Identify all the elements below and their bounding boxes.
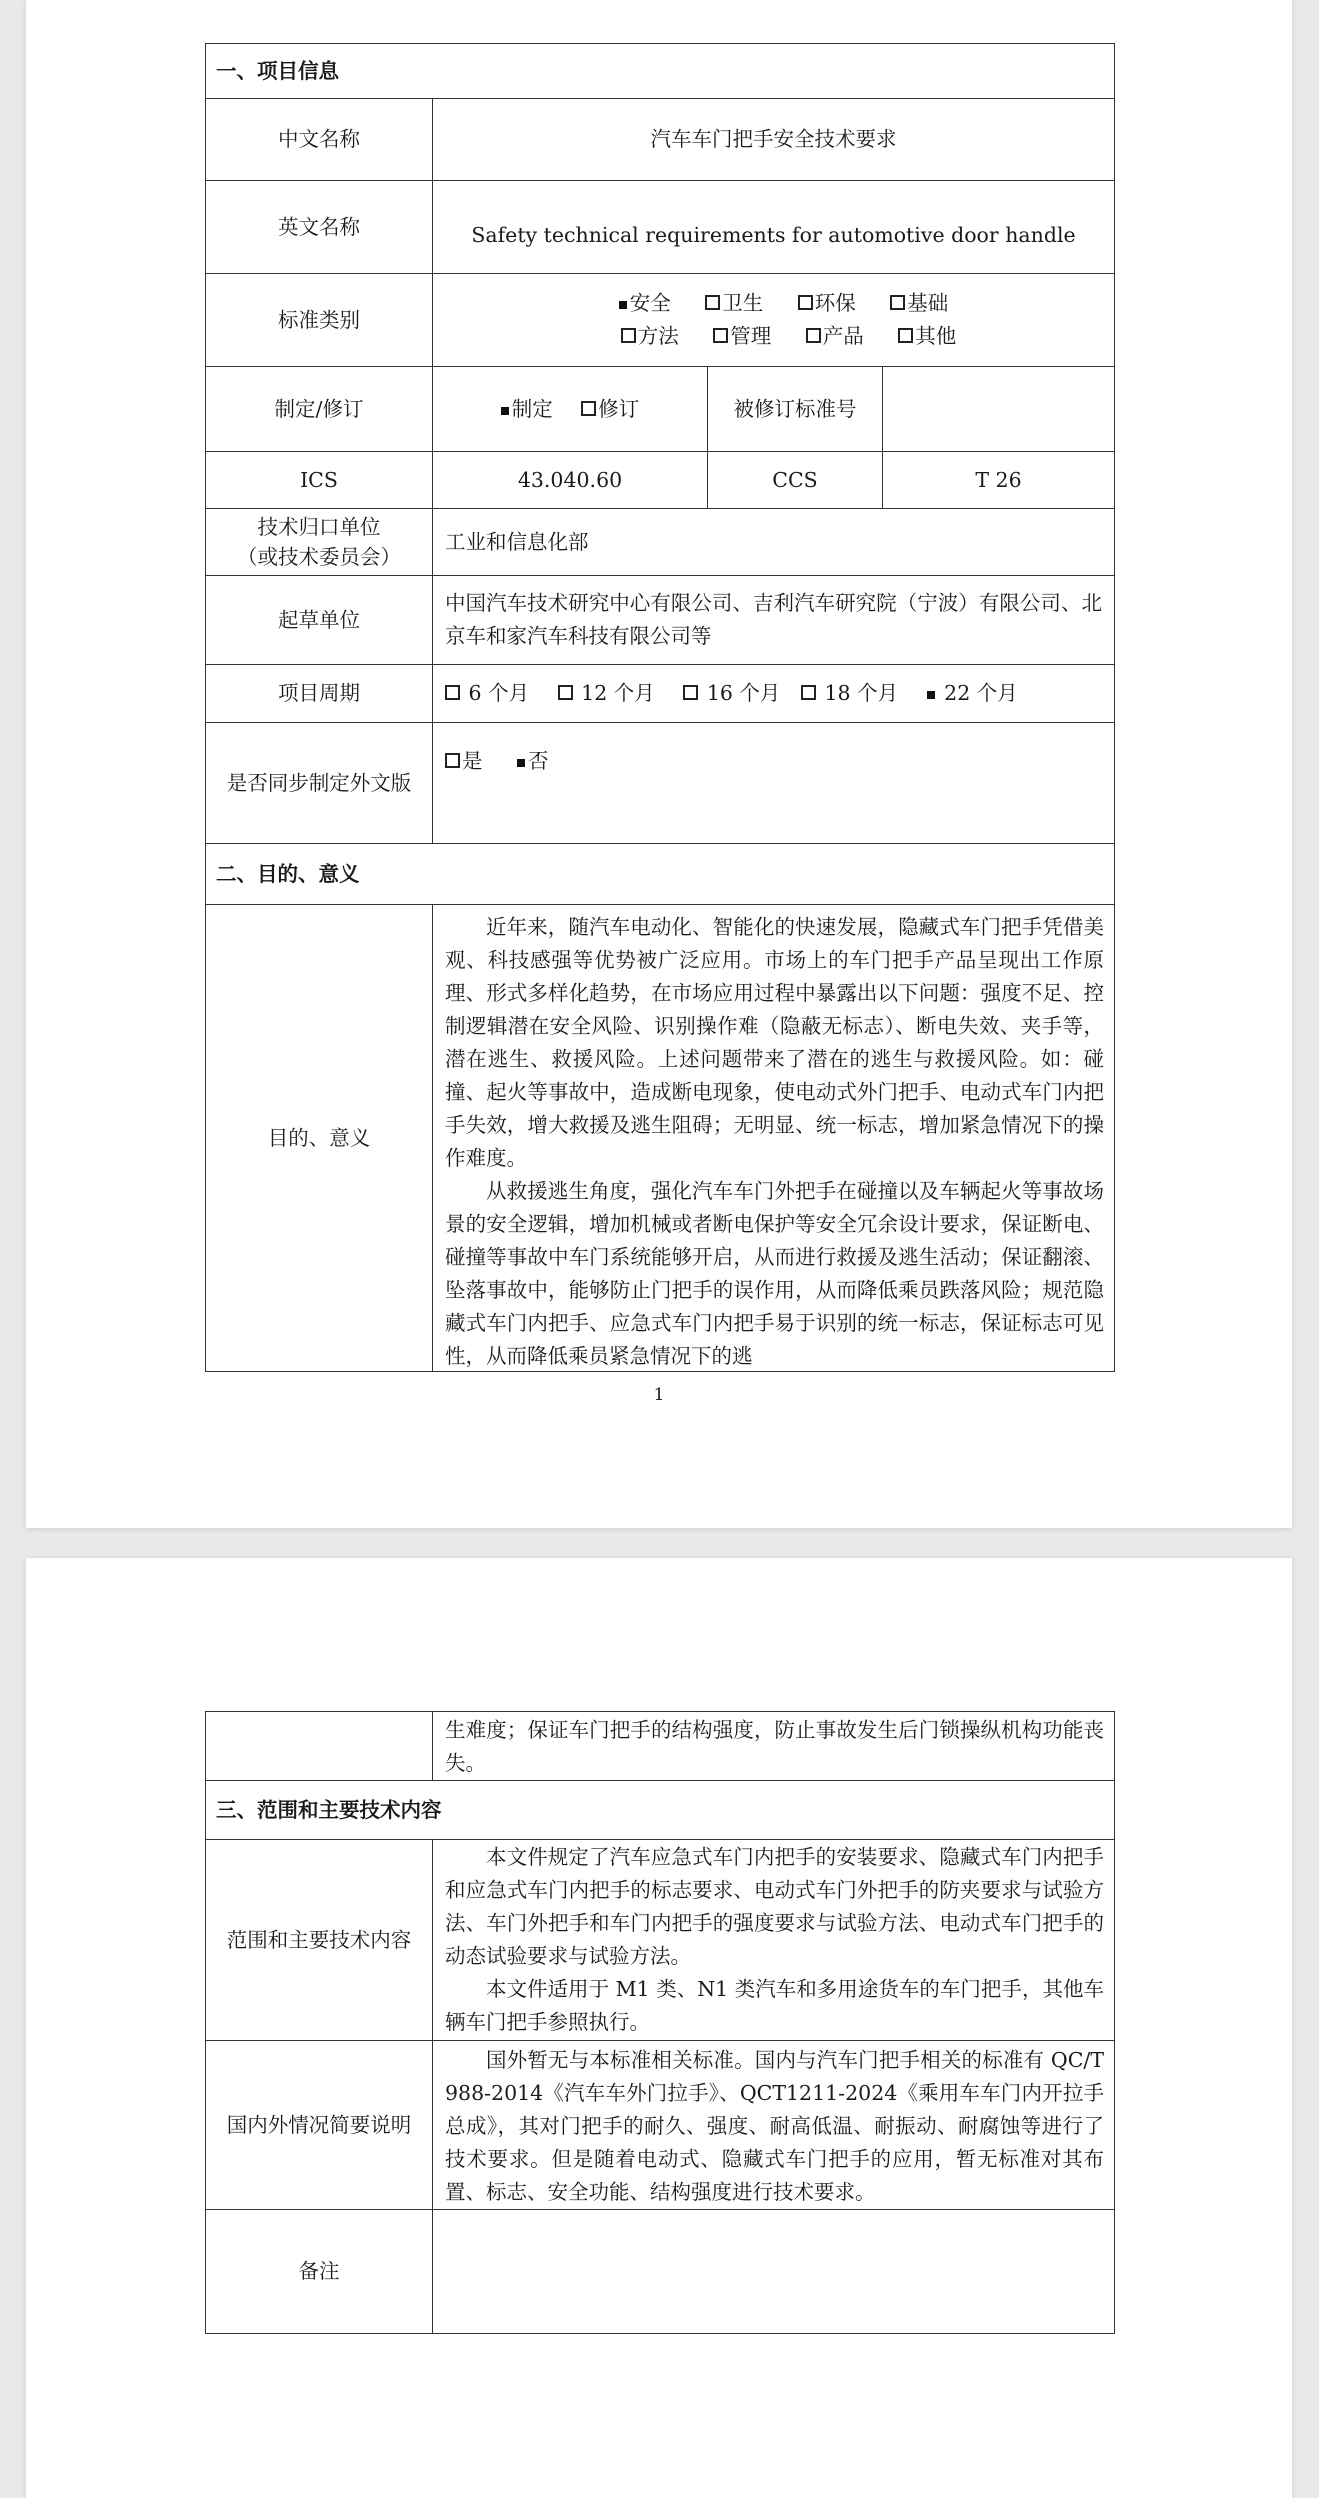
cn-name-row [206, 99, 1115, 181]
draft-label: 起草单位 [206, 576, 433, 665]
empty-checkbox-icon[interactable] [445, 685, 460, 700]
en-name-label: 英文名称 [206, 181, 433, 274]
scope-paragraph-2: 本文件适用于 M1 类、N1 类汽车和多用途货车的车门把手，其他车辆车门把手参照执行。 [445, 1977, 1104, 2034]
category-row [206, 274, 1115, 367]
remark-label: 备注 [206, 2210, 433, 2334]
revise-options [433, 367, 708, 452]
category-option-product[interactable]: 产品 [806, 320, 864, 353]
revised-std-label: 被修订标准号 [708, 367, 883, 452]
purpose-continued-row [206, 1712, 1115, 1781]
revise-option-new[interactable]: 制定 [501, 393, 553, 426]
ics-row [206, 452, 1115, 509]
en-name-value: Safety technical requirements for automotive door handle [433, 181, 1115, 274]
period-option-16[interactable]: 16 个月 [683, 677, 780, 710]
ics-value: 43.040.60 [433, 452, 708, 509]
category-options-line-1 [445, 287, 1102, 320]
status-row [206, 2041, 1115, 2210]
empty-checkbox-icon[interactable] [713, 328, 728, 343]
purpose-label: 目的、意义 [206, 905, 433, 1372]
empty-checkbox-icon[interactable] [621, 328, 636, 343]
revise-row [206, 367, 1115, 452]
foreign-options [433, 723, 1115, 844]
purpose-paragraph-2: 从救援逃生角度，强化汽车车门外把手在碰撞以及车辆起火等事故场景的安全逻辑，增加机械或者断电保护等安全冗余设计要求，保证断电、碰撞等事故中车门系统能够开启，从而进行救援及逃生活动；保证翻滚、坠落事故中，能够防止门把手的误作用，从而降低乘员跌落风险；规范隐藏式车门内把手、应急式车门内把手易于识别的统一标志，保证标志可见性，从而降低乘员紧急情况下的逃 [445, 1179, 1104, 1368]
category-option-method[interactable]: 方法 [621, 320, 679, 353]
foreign-label: 是否同步制定外文版 [206, 723, 433, 844]
purpose-continued [433, 1712, 1115, 1781]
section-title-project-info: 一、项目信息 [206, 44, 1115, 99]
remark-value [433, 2210, 1115, 2334]
scope-table [205, 1711, 1115, 2334]
ccs-value: T 26 [883, 452, 1115, 509]
tech-unit-label-line-1: 技术归口单位 [257, 515, 381, 539]
scope-label: 范围和主要技术内容 [206, 1840, 433, 2041]
status-content [433, 2041, 1115, 2210]
period-option-22[interactable]: 22 个月 [927, 677, 1018, 710]
empty-label-cell [206, 1712, 433, 1781]
purpose-paragraph-1: 近年来，随汽车电动化、智能化的快速发展，隐藏式车门把手凭借美观、科技感强等优势被广泛应用。市场上的车门把手产品呈现出工作原理、形式多样化趋势，在市场应用过程中暴露出以下问题：强度不足、控制逻辑潜在安全风险、识别操作难（隐蔽无标志）、断电失效、夹手等，潜在逃生、救援风险。上述问题带来了潜在的逃生与救援风险。如：碰撞、起火等事故中，造成断电现象，使电动式外门把手、电动式车门内把手失效，增大救援及逃生阻碍；无明显、统一标志，增加紧急情况下的操作难度。 [445, 915, 1104, 1170]
empty-checkbox-icon[interactable] [806, 328, 821, 343]
filled-checkbox-icon[interactable] [619, 301, 627, 309]
document-page-2 [26, 1558, 1292, 2498]
empty-checkbox-icon[interactable] [445, 753, 460, 768]
category-option-basic[interactable]: 基础 [890, 287, 948, 320]
category-label: 标准类别 [206, 274, 433, 367]
section-title-purpose: 二、目的、意义 [206, 844, 1115, 905]
empty-checkbox-icon[interactable] [558, 685, 573, 700]
revise-option-revise[interactable]: 修订 [581, 393, 639, 426]
scope-row [206, 1840, 1115, 2041]
category-option-management[interactable]: 管理 [713, 320, 771, 353]
ccs-label: CCS [708, 452, 883, 509]
section-title-scope: 三、范围和主要技术内容 [206, 1781, 1115, 1840]
period-label: 项目周期 [206, 665, 433, 723]
page-number: 1 [653, 1385, 665, 1405]
tech-unit-label-line-2: （或技术委员会） [237, 545, 401, 569]
scope-paragraph-1: 本文件规定了汽车应急式车门内把手的安装要求、隐藏式车门内把手和应急式车门内把手的标志要求、电动式车门外把手的防夹要求与试验方法、车门外把手和车门内把手的强度要求与试验方法、电动式车门把手的动态试验要求与试验方法。 [445, 1845, 1104, 1968]
scope-content [433, 1840, 1115, 2041]
period-options [433, 665, 1115, 723]
category-option-hygiene[interactable]: 卫生 [705, 287, 763, 320]
draft-value: 中国汽车技术研究中心有限公司、吉利汽车研究院（宁波）有限公司、北京车和家汽车科技有限公司等 [433, 576, 1115, 665]
foreign-option-no[interactable]: 否 [517, 745, 549, 778]
draft-row [206, 576, 1115, 665]
project-info-table [205, 43, 1115, 1372]
category-options-line-2 [445, 320, 1102, 353]
category-options [433, 274, 1115, 367]
status-label: 国内外情况简要说明 [206, 2041, 433, 2210]
period-option-6[interactable]: 6 个月 [445, 677, 529, 710]
purpose-text-box [445, 911, 1104, 1371]
tech-unit-value: 工业和信息化部 [433, 509, 1115, 576]
foreign-option-yes[interactable]: 是 [445, 745, 483, 778]
empty-checkbox-icon[interactable] [890, 295, 905, 310]
ics-label: ICS [206, 452, 433, 509]
status-paragraph: 国外暂无与本标准相关标准。国内与汽车门把手相关的标准有 QC/T 988-2014《汽车车外门拉手》、QCT1211-2024《乘用车车门内开拉手总成》，其对门把手的耐久、强度、耐高低温、耐振动、耐腐蚀等进行了技术要求。但是随着电动式、隐藏式车门把手的应用，暂无标准对其布置、标志、安全功能、结构强度进行技术要求。 [445, 2047, 1104, 2204]
empty-checkbox-icon[interactable] [798, 295, 813, 310]
revised-std-value [883, 367, 1115, 452]
empty-checkbox-icon[interactable] [581, 401, 596, 416]
filled-checkbox-icon[interactable] [927, 691, 935, 699]
empty-checkbox-icon[interactable] [898, 328, 913, 343]
filled-checkbox-icon[interactable] [517, 759, 525, 767]
purpose-continued-text: 生难度；保证车门把手的结构强度，防止事故发生后门锁操纵机构功能丧失。 [445, 1718, 1104, 1775]
revise-label: 制定/修订 [206, 367, 433, 452]
category-option-safety[interactable]: 安全 [619, 287, 671, 320]
period-option-18[interactable]: 18 个月 [801, 677, 898, 710]
remark-row [206, 2210, 1115, 2334]
period-row [206, 665, 1115, 723]
en-name-row [206, 181, 1115, 274]
cn-name-value: 汽车车门把手安全技术要求 [433, 99, 1115, 181]
period-option-12[interactable]: 12 个月 [558, 677, 655, 710]
purpose-content [433, 905, 1115, 1372]
section-header-row [206, 44, 1115, 99]
empty-checkbox-icon[interactable] [801, 685, 816, 700]
tech-unit-label [206, 509, 433, 576]
section-header-row [206, 1781, 1115, 1840]
filled-checkbox-icon[interactable] [501, 407, 509, 415]
foreign-row [206, 723, 1115, 844]
empty-checkbox-icon[interactable] [683, 685, 698, 700]
category-option-environment[interactable]: 环保 [798, 287, 856, 320]
document-page-1 [26, 0, 1292, 1528]
purpose-row [206, 905, 1115, 1372]
empty-checkbox-icon[interactable] [705, 295, 720, 310]
category-option-other[interactable]: 其他 [898, 320, 956, 353]
section-header-row [206, 844, 1115, 905]
cn-name-label: 中文名称 [206, 99, 433, 181]
tech-unit-row [206, 509, 1115, 576]
